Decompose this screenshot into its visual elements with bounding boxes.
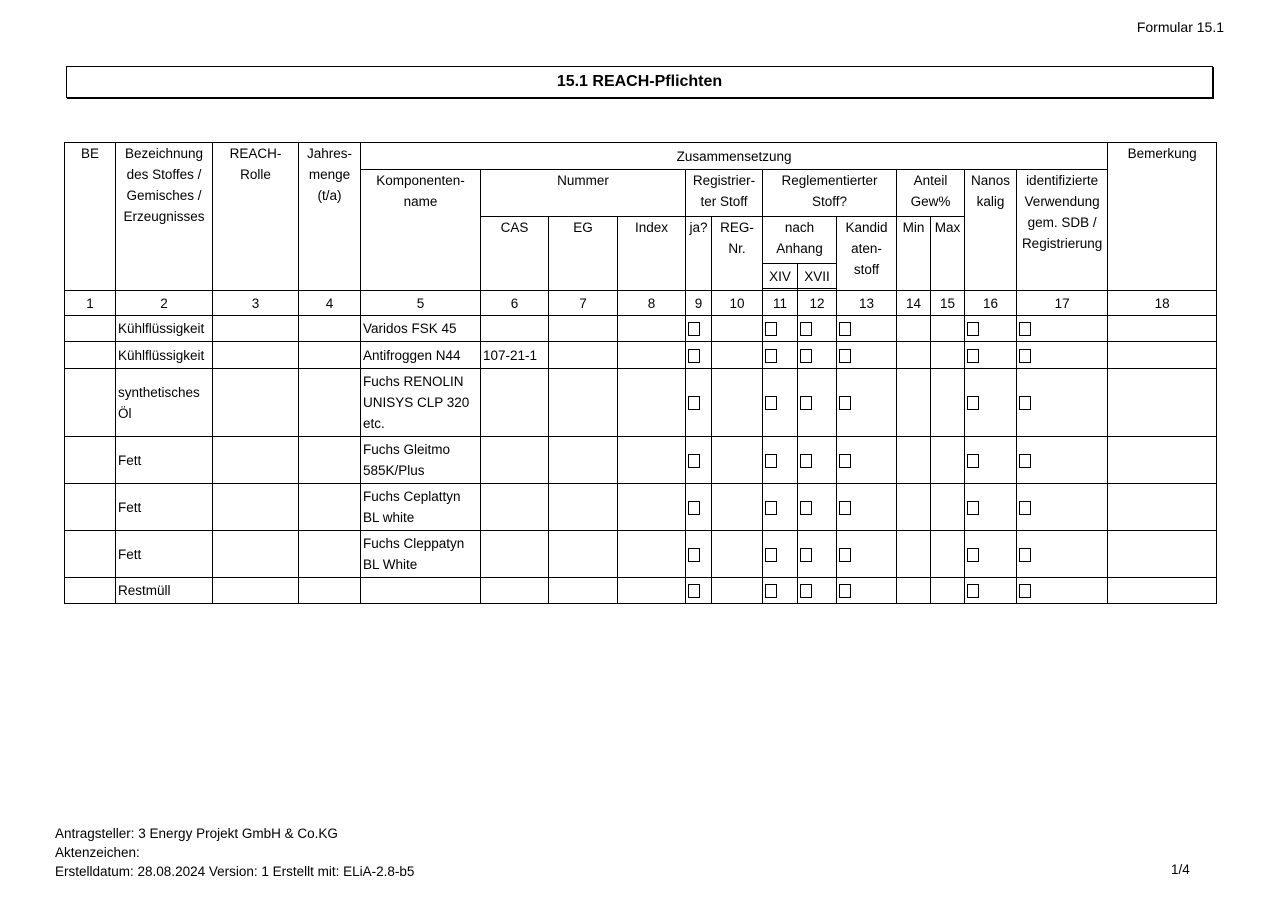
header-bezeichnung: Bezeichnung des Stoffes / Gemisches / Erzeugnisses — [116, 143, 213, 291]
table-row — [65, 316, 1217, 342]
cell-komponente: Fuchs Gleitmo 585K/Plus — [361, 437, 481, 484]
footer-antragsteller: Antragsteller: 3 Energy Projekt GmbH & Co.KG — [55, 826, 338, 841]
cell-bezeichnung: Fett — [116, 484, 213, 531]
checkbox-anhang-xvii[interactable] — [800, 454, 812, 468]
checkbox-anhang-xvii[interactable] — [800, 584, 812, 598]
column-number: 6 — [481, 291, 549, 316]
checkbox-identifizierte-verwendung[interactable] — [1019, 349, 1031, 363]
checkbox-nanoskalig[interactable] — [967, 548, 979, 562]
checkbox-anhang-xiv[interactable] — [765, 548, 777, 562]
header-nanoskalig: Nanos kalig — [965, 170, 1017, 291]
column-number: 1 — [65, 291, 116, 316]
header-eg: EG — [549, 217, 618, 291]
cell-cas — [481, 531, 549, 578]
checkbox-registriert[interactable] — [688, 349, 700, 363]
column-number: 16 — [965, 291, 1017, 316]
checkbox-identifizierte-verwendung[interactable] — [1019, 548, 1031, 562]
column-number: 12 — [798, 291, 837, 316]
checkbox-registriert[interactable] — [688, 584, 700, 598]
column-number: 17 — [1017, 291, 1108, 316]
checkbox-identifizierte-verwendung[interactable] — [1019, 454, 1031, 468]
page-title: 15.1 REACH-Pflichten — [66, 66, 1213, 98]
cell-bezeichnung: Fett — [116, 437, 213, 484]
column-number: 2 — [116, 291, 213, 316]
form-number: Formular 15.1 — [1136, 19, 1224, 35]
checkbox-nanoskalig[interactable] — [967, 584, 979, 598]
table-row — [65, 531, 1217, 578]
header-max: Max — [931, 217, 965, 291]
checkbox-identifizierte-verwendung[interactable] — [1019, 584, 1031, 598]
column-number: 14 — [897, 291, 931, 316]
header-cas: CAS — [481, 217, 549, 291]
checkbox-identifizierte-verwendung[interactable] — [1019, 322, 1031, 336]
column-number: 8 — [618, 291, 686, 316]
checkbox-kandidatenstoff[interactable] — [839, 454, 851, 468]
header-nach-anhang: nach Anhang — [763, 217, 837, 264]
cell-komponente — [361, 578, 481, 604]
cell-komponente: Fuchs Ceplattyn BL white — [361, 484, 481, 531]
checkbox-anhang-xiv[interactable] — [765, 322, 777, 336]
checkbox-nanoskalig[interactable] — [967, 322, 979, 336]
cell-komponente: Antifroggen N44 — [361, 342, 481, 369]
checkbox-kandidatenstoff[interactable] — [839, 349, 851, 363]
checkbox-kandidatenstoff[interactable] — [839, 584, 851, 598]
column-number: 5 — [361, 291, 481, 316]
cell-cas — [481, 484, 549, 531]
checkbox-kandidatenstoff[interactable] — [839, 548, 851, 562]
header-registrierter-stoff: Registrier-ter Stoff — [686, 170, 763, 217]
column-number-row — [65, 291, 1217, 316]
header-reg-nr: REG-Nr. — [712, 217, 763, 291]
header-anteil: Anteil Gew% — [897, 170, 965, 217]
header-jahresmenge: Jahres-menge (t/a) — [299, 143, 361, 291]
checkbox-identifizierte-verwendung[interactable] — [1019, 501, 1031, 515]
checkbox-anhang-xiv[interactable] — [765, 454, 777, 468]
checkbox-kandidatenstoff[interactable] — [839, 501, 851, 515]
checkbox-anhang-xvii[interactable] — [800, 548, 812, 562]
checkbox-nanoskalig[interactable] — [967, 349, 979, 363]
cell-cas — [481, 316, 549, 342]
checkbox-anhang-xiv[interactable] — [765, 584, 777, 598]
checkbox-nanoskalig[interactable] — [967, 396, 979, 410]
column-number: 4 — [299, 291, 361, 316]
header-be: BE — [65, 143, 116, 291]
reach-table — [64, 142, 1217, 604]
column-number: 9 — [686, 291, 712, 316]
column-number: 15 — [931, 291, 965, 316]
table-row — [65, 437, 1217, 484]
header-reglementierter-stoff: Reglementierter Stoff? — [763, 170, 897, 217]
checkbox-anhang-xiv[interactable] — [765, 501, 777, 515]
table-row — [65, 578, 1217, 604]
cell-cas — [481, 369, 549, 437]
column-number: 18 — [1108, 291, 1217, 316]
checkbox-anhang-xiv[interactable] — [765, 349, 777, 363]
header-identifizierte-verwendung: identifizierte Verwendung gem. SDB / Registrierung — [1017, 170, 1108, 291]
checkbox-identifizierte-verwendung[interactable] — [1019, 396, 1031, 410]
column-number: 7 — [549, 291, 618, 316]
cell-komponente: Varidos FSK 45 — [361, 316, 481, 342]
footer-aktenzeichen: Aktenzeichen: — [55, 845, 140, 860]
cell-bezeichnung: Kühlflüssigkeit — [116, 316, 213, 342]
footer — [55, 824, 414, 881]
header-kandidatenstoff: Kandid aten-stoff — [837, 217, 897, 291]
page-number: 1/4 — [1171, 862, 1190, 877]
column-number: 11 — [763, 291, 798, 316]
checkbox-nanoskalig[interactable] — [967, 454, 979, 468]
checkbox-registriert[interactable] — [688, 396, 700, 410]
table-row — [65, 484, 1217, 531]
checkbox-anhang-xvii[interactable] — [800, 349, 812, 363]
header-min: Min — [897, 217, 931, 291]
cell-bezeichnung: Restmüll — [116, 578, 213, 604]
header-xvii: XVII — [798, 264, 837, 289]
header-xiv: XIV — [763, 264, 798, 289]
checkbox-kandidatenstoff[interactable] — [839, 396, 851, 410]
header-komponentenname: Komponenten-name — [361, 170, 481, 291]
cell-komponente: Fuchs RENOLIN UNISYS CLP 320 etc. — [361, 369, 481, 437]
header-reach-rolle: REACH-Rolle — [213, 143, 299, 291]
footer-erstellt: Erstelldatum: 28.08.2024 Version: 1 Erstellt mit: ELiA-2.8-b5 — [55, 864, 415, 879]
checkbox-registriert[interactable] — [688, 501, 700, 515]
header-index: Index — [618, 217, 686, 291]
column-number: 10 — [712, 291, 763, 316]
header-nummer: Nummer — [481, 170, 686, 217]
cell-cas: 107-21-1 — [481, 342, 549, 369]
cell-bezeichnung: Fett — [116, 531, 213, 578]
header-ja: ja? — [686, 217, 712, 291]
table-row — [65, 342, 1217, 369]
cell-cas — [481, 578, 549, 604]
column-number: 3 — [213, 291, 299, 316]
table-row — [65, 369, 1217, 437]
checkbox-anhang-xvii[interactable] — [800, 501, 812, 515]
cell-komponente: Fuchs Cleppatyn BL White — [361, 531, 481, 578]
cell-cas — [481, 437, 549, 484]
checkbox-registriert[interactable] — [688, 548, 700, 562]
checkbox-kandidatenstoff[interactable] — [839, 322, 851, 336]
checkbox-registriert[interactable] — [688, 454, 700, 468]
cell-bezeichnung: synthetisches Öl — [116, 369, 213, 437]
checkbox-registriert[interactable] — [688, 322, 700, 336]
column-number: 13 — [837, 291, 897, 316]
checkbox-anhang-xvii[interactable] — [800, 322, 812, 336]
header-zusammensetzung: Zusammensetzung — [361, 143, 1108, 170]
checkbox-nanoskalig[interactable] — [967, 501, 979, 515]
header-bemerkung: Bemerkung — [1108, 143, 1217, 291]
checkbox-anhang-xvii[interactable] — [800, 396, 812, 410]
cell-bezeichnung: Kühlflüssigkeit — [116, 342, 213, 369]
checkbox-anhang-xiv[interactable] — [765, 396, 777, 410]
